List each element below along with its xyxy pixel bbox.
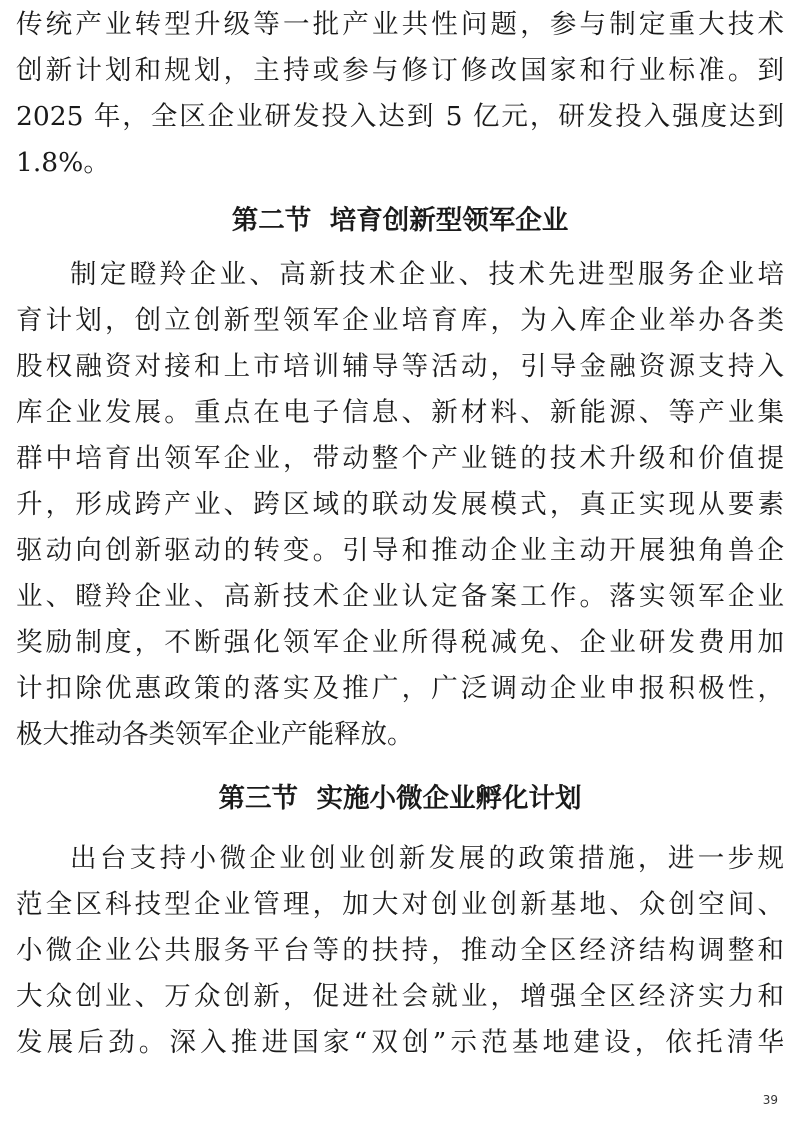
text-line: 发展后劲。深入推进国家“双创”示范基地建设，依托清华 [16,1027,784,1058]
document-page [16,0,784,1066]
text-line: 2025 年，全区企业研发投入达到 5 亿元，研发投入强度达到 [16,101,784,132]
text-line: 范全区科技型企业管理，加大对创业创新基地、众创空间、 [16,889,784,920]
text-line: 创新计划和规划，主持或参与修订修改国家和行业标准。到 [16,55,784,86]
text-line: 出台支持小微企业创业创新发展的政策措施，进一步规 [70,843,784,874]
text-line: 育计划，创立创新型领军企业培育库，为入库企业举办各类 [16,305,784,336]
text-line: 传统产业转型升级等一批产业共性问题，参与制定重大技术 [16,9,784,40]
text-line: 业、瞪羚企业、高新技术企业认定备案工作。落实领军企业 [16,581,784,612]
text-line: 制定瞪羚企业、高新技术企业、技术先进型服务企业培 [70,259,784,290]
text-line: 群中培育出领军企业，带动整个产业链的技术升级和价值提 [16,443,784,474]
section-heading-2: 第二节 培育创新型领军企业 [231,205,569,236]
text-line: 小微企业公共服务平台等的扶持，推动全区经济结构调整和 [16,935,784,966]
text-line: 驱动向创新驱动的转变。引导和推动企业主动开展独角兽企 [16,535,784,566]
text-line: 极大推动各类领军企业产能释放。 [16,719,414,750]
text-line: 库企业发展。重点在电子信息、新材料、新能源、等产业集 [16,397,784,428]
paragraph-continued [16,2,784,186]
page-number: 39 [762,1093,778,1107]
text-line: 1.8%。 [16,147,110,178]
text-line: 大众创业、万众创新，促进社会就业，增强全区经济实力和 [16,981,784,1012]
text-line: 计扣除优惠政策的落实及推广，广泛调动企业申报积极性， [16,673,784,704]
text-line: 升，形成跨产业、跨区域的联动发展模式，真正实现从要素 [16,489,784,520]
text-line: 奖励制度，不断强化领军企业所得税减免、企业研发费用加 [16,627,784,658]
section-3-paragraph [16,836,784,1066]
section-heading-3: 第三节 实施小微企业孵化计划 [218,783,582,814]
text-line: 股权融资对接和上市培训辅导等活动，引导金融资源支持入 [16,351,784,382]
section-2-paragraph [16,252,784,758]
